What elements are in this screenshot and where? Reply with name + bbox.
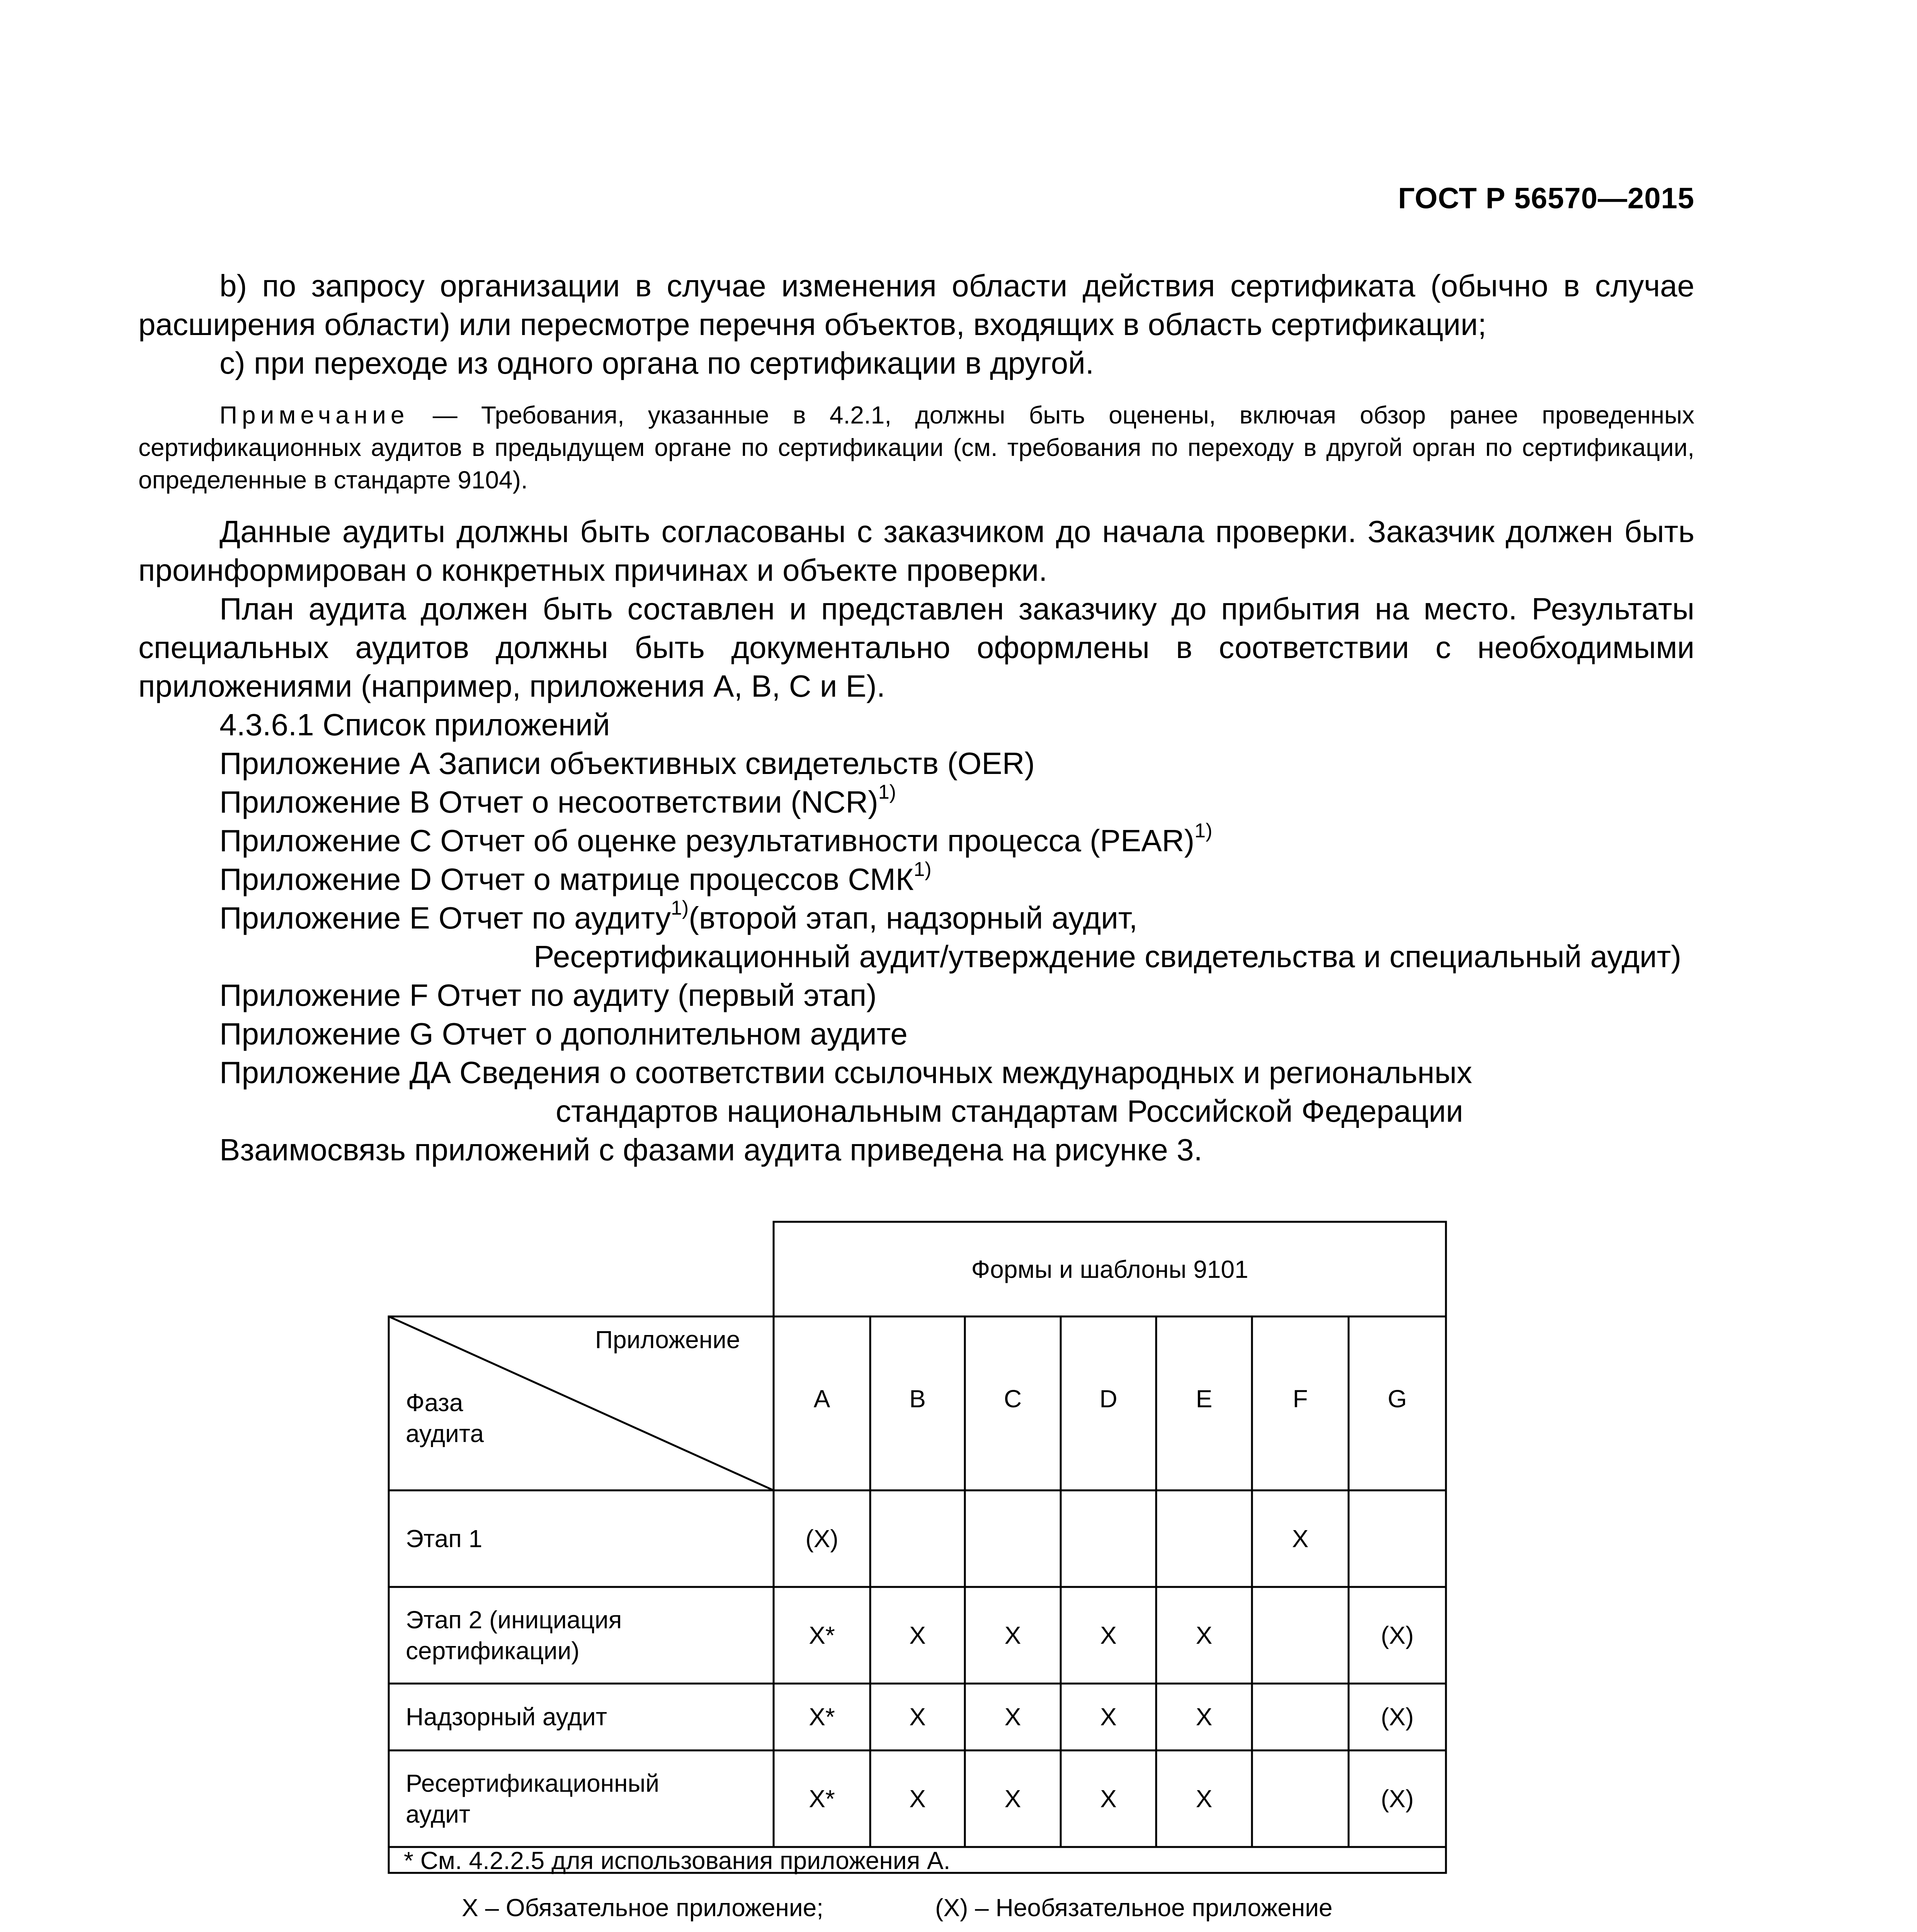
annex-label: Приложение А <box>219 746 430 781</box>
matrix-cell: X <box>1196 1785 1213 1813</box>
column-header-d: D <box>1099 1385 1118 1413</box>
annex-title: Сведения о соответствии ссылочных международных и региональных <box>459 1055 1472 1090</box>
note-text: — Требования, указанные в 4.2.1, должны быть оценены, включая обзор ранее проведенных сертификационных аудитов в предыдущем органе по сертификации (см. требования по переходу в другой орган по сертификации, определенные в стандарте 9104). <box>138 401 1694 494</box>
phase-label: Этап 2 (инициация <box>406 1606 622 1634</box>
column-header-c: C <box>1004 1385 1022 1413</box>
matrix-cell: X <box>1100 1785 1117 1813</box>
paragraph-audit-agreement: Данные аудиты должны быть согласованы с заказчиком до начала проверки. Заказчик должен быть проинформирован о конкретных причинах и объекте проверки. <box>138 514 1694 587</box>
matrix-cell: X <box>1100 1703 1117 1731</box>
matrix-cell: X* <box>809 1621 835 1649</box>
footnote-ref: 1) <box>670 897 689 920</box>
paragraph-audit-plan: План аудита должен быть составлен и представлен заказчику до прибытия на место. Результаты специальных аудитов должны быть документально оформлены в соответствии с необходимыми приложениями (например, приложения А, В, С и Е). <box>138 592 1694 703</box>
matrix-cell: X <box>1196 1703 1213 1731</box>
matrix-cell: X <box>1004 1785 1021 1813</box>
relation-text: Взаимосвязь приложений с фазами аудита приведена на рисунке 3. <box>219 1133 1203 1167</box>
annex-title: Отчет по аудиту (первый этап) <box>437 978 877 1012</box>
matrix-cell: (X) <box>805 1525 839 1553</box>
column-header-e: E <box>1196 1385 1213 1413</box>
matrix-cell: X <box>1196 1621 1213 1649</box>
annex-title-text: Отчет об оценке результативности процесса (PEAR) <box>440 823 1195 858</box>
table-title: Формы и шаблоны 9101 <box>971 1255 1249 1283</box>
annex-title-text: Отчет о матрице процессов СМК <box>440 862 914 896</box>
matrix-cell: (X) <box>1381 1621 1414 1649</box>
footnote-ref: 1) <box>913 858 932 881</box>
legend-optional: (X) – Необязательное приложение <box>935 1894 1333 1922</box>
phase-label: Ресертификационный <box>406 1769 660 1797</box>
footnote-ref: 1) <box>878 781 896 804</box>
annex-label: Приложение Е <box>219 901 430 935</box>
matrix-cell: (X) <box>1381 1785 1414 1813</box>
column-header-a: A <box>813 1385 830 1413</box>
annex-label: Приложение С <box>219 823 432 858</box>
item-c: c) при переходе из одного органа по сертификации в другой. <box>219 346 1094 380</box>
footnote-ref: 1) <box>1194 820 1213 842</box>
column-header-b: B <box>909 1385 926 1413</box>
annex-label: Приложение В <box>219 785 430 819</box>
phase-label: Надзорный аудит <box>406 1703 607 1731</box>
annex-title: Записи объективных свидетельств (OER) <box>438 746 1035 781</box>
matrix-cell: X* <box>809 1785 835 1813</box>
note-label: Примечание <box>219 401 409 429</box>
corner-label-annex: Приложение <box>595 1326 740 1354</box>
annex-title-text: (второй этап, надзорный аудит, <box>689 901 1138 935</box>
matrix-cell: X <box>1004 1621 1021 1649</box>
document-number-header: ГОСТ Р 56570—2015 <box>1398 182 1694 215</box>
phase-label-continued: аудит <box>406 1800 471 1828</box>
phase-label: Этап 1 <box>406 1525 483 1553</box>
phase-label-continued: сертификации) <box>406 1637 580 1665</box>
annex-label: Приложение D <box>219 862 432 896</box>
annex-title: Отчет о дополнительном аудите <box>442 1017 908 1051</box>
matrix-cell: X <box>909 1621 926 1649</box>
item-b: b) по запросу организации в случае изменения области действия сертификата (обычно в случае расширения области) или пересмотре перечня объектов, входящих в область сертификации; <box>138 269 1694 342</box>
annex-title-text: Отчет о несоответствии (NCR) <box>438 785 878 819</box>
matrix-cell: X <box>1004 1703 1021 1731</box>
annex-list-heading: 4.3.6.1 Список приложений <box>219 707 610 742</box>
column-header-g: G <box>1388 1385 1407 1413</box>
matrix-cell: X <box>1292 1525 1309 1553</box>
annex-label: Приложение F <box>219 978 429 1012</box>
annex-title-text: Отчет по аудиту <box>438 901 671 935</box>
matrix-cell: X <box>909 1703 926 1731</box>
table-footnote: * См. 4.2.2.5 для использования приложения А. <box>404 1847 951 1874</box>
annex-item-e-continuation: Ресертификационный аудит/утверждение свидетельства и специальный аудит) <box>534 939 1681 974</box>
matrix-cell: X* <box>809 1703 835 1731</box>
matrix-cell: X <box>1100 1621 1117 1649</box>
column-header-f: F <box>1293 1385 1308 1413</box>
matrix-cell: X <box>909 1785 926 1813</box>
corner-label-audit: аудита <box>406 1420 484 1447</box>
annex-item-da-continuation: стандартов национальным стандартам Российской Федерации <box>556 1094 1463 1128</box>
matrix-cell: (X) <box>1381 1703 1414 1731</box>
legend-mandatory: X – Обязательное приложение; <box>462 1894 823 1922</box>
corner-label-phase: Фаза <box>406 1389 463 1417</box>
annex-label: Приложение ДА <box>219 1055 451 1090</box>
annex-label: Приложение G <box>219 1017 434 1051</box>
